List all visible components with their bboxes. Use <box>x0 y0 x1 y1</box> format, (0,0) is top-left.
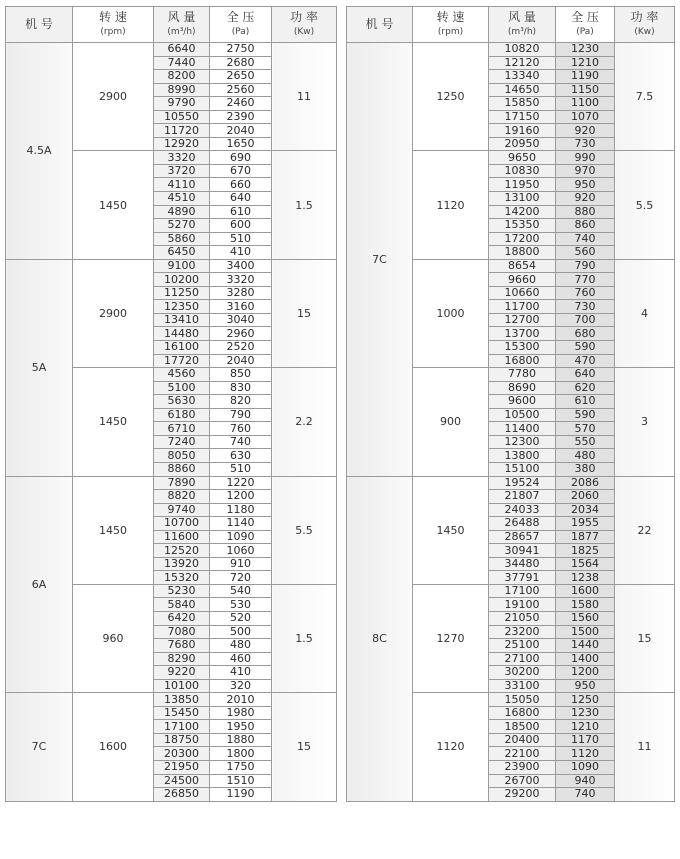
pressure-cell: 740 <box>210 435 272 449</box>
header-row <box>6 7 337 43</box>
model-cell: 6A <box>6 476 73 693</box>
model-cell: 7C <box>6 693 73 801</box>
flow-cell: 20300 <box>154 747 210 761</box>
flow-cell: 9650 <box>489 151 556 165</box>
pressure-cell: 790 <box>210 408 272 422</box>
flow-cell: 3720 <box>154 164 210 178</box>
flow-cell: 5860 <box>154 232 210 246</box>
pressure-cell: 970 <box>556 164 615 178</box>
pressure-cell: 380 <box>556 462 615 476</box>
power-cell: 4 <box>615 259 675 367</box>
flow-cell: 30941 <box>489 544 556 558</box>
power-cell: 5.5 <box>272 476 337 584</box>
power-cell: 11 <box>615 693 675 801</box>
header-speed: 转 速 (rpm) <box>73 7 154 43</box>
flow-cell: 8820 <box>154 490 210 504</box>
right-table-body <box>347 43 675 802</box>
pressure-cell: 1440 <box>556 639 615 653</box>
flow-cell: 12120 <box>489 56 556 70</box>
speed-cell: 900 <box>413 368 489 476</box>
header-pressure: 全 压 (Pa) <box>556 7 615 43</box>
flow-cell: 6710 <box>154 422 210 436</box>
pressure-cell: 620 <box>556 381 615 395</box>
pressure-cell: 1220 <box>210 476 272 490</box>
flow-cell: 9220 <box>154 666 210 680</box>
flow-cell: 11400 <box>489 422 556 436</box>
pressure-cell: 630 <box>210 449 272 463</box>
flow-cell: 12350 <box>154 300 210 314</box>
pressure-cell: 560 <box>556 246 615 260</box>
pressure-cell: 530 <box>210 598 272 612</box>
pressure-cell: 660 <box>210 178 272 192</box>
table-row <box>6 693 337 707</box>
flow-cell: 4560 <box>154 368 210 382</box>
speed-cell: 960 <box>73 584 154 692</box>
pressure-cell: 3160 <box>210 300 272 314</box>
pressure-cell: 3320 <box>210 273 272 287</box>
pressure-cell: 1560 <box>556 611 615 625</box>
flow-cell: 4110 <box>154 178 210 192</box>
flow-cell: 8860 <box>154 462 210 476</box>
pressure-cell: 2040 <box>210 354 272 368</box>
pressure-cell: 920 <box>556 192 615 206</box>
pressure-cell: 990 <box>556 151 615 165</box>
flow-cell: 17200 <box>489 232 556 246</box>
header-power: 功 率 (Kw) <box>272 7 337 43</box>
flow-cell: 23900 <box>489 760 556 774</box>
pressure-cell: 1250 <box>556 693 615 707</box>
pressure-cell: 2560 <box>210 83 272 97</box>
flow-cell: 5630 <box>154 395 210 409</box>
pressure-cell: 1210 <box>556 56 615 70</box>
pressure-cell: 880 <box>556 205 615 219</box>
flow-cell: 26488 <box>489 517 556 531</box>
pressure-cell: 860 <box>556 219 615 233</box>
pressure-cell: 1800 <box>210 747 272 761</box>
pressure-cell: 2520 <box>210 341 272 355</box>
speed-cell: 1120 <box>413 151 489 259</box>
pressure-cell: 520 <box>210 611 272 625</box>
header-row <box>347 7 675 43</box>
pressure-cell: 670 <box>210 164 272 178</box>
flow-cell: 10500 <box>489 408 556 422</box>
flow-cell: 14480 <box>154 327 210 341</box>
flow-cell: 15300 <box>489 341 556 355</box>
pressure-cell: 1140 <box>210 517 272 531</box>
flow-cell: 15450 <box>154 706 210 720</box>
pressure-cell: 570 <box>556 422 615 436</box>
pressure-cell: 550 <box>556 435 615 449</box>
pressure-cell: 640 <box>210 192 272 206</box>
pressure-cell: 1190 <box>210 788 272 802</box>
power-cell: 7.5 <box>615 43 675 151</box>
pressure-cell: 1200 <box>556 666 615 680</box>
flow-cell: 7080 <box>154 625 210 639</box>
flow-cell: 8654 <box>489 259 556 273</box>
pressure-cell: 920 <box>556 124 615 138</box>
speed-cell: 1450 <box>73 476 154 584</box>
flow-cell: 5230 <box>154 584 210 598</box>
pressure-cell: 720 <box>210 571 272 585</box>
pressure-cell: 2750 <box>210 43 272 57</box>
left-table-body <box>6 43 337 802</box>
pressure-cell: 2460 <box>210 97 272 111</box>
flow-cell: 5840 <box>154 598 210 612</box>
pressure-cell: 690 <box>210 151 272 165</box>
flow-cell: 4890 <box>154 205 210 219</box>
speed-cell: 1600 <box>73 693 154 801</box>
flow-cell: 6640 <box>154 43 210 57</box>
model-cell: 4.5A <box>6 43 73 260</box>
power-cell: 15 <box>272 693 337 801</box>
pressure-cell: 760 <box>556 286 615 300</box>
pressure-cell: 1060 <box>210 544 272 558</box>
flow-cell: 7890 <box>154 476 210 490</box>
flow-cell: 18800 <box>489 246 556 260</box>
flow-cell: 4510 <box>154 192 210 206</box>
power-cell: 5.5 <box>615 151 675 259</box>
power-cell: 2.2 <box>272 368 337 476</box>
pressure-cell: 740 <box>556 788 615 802</box>
pressure-cell: 1510 <box>210 774 272 788</box>
pressure-cell: 1500 <box>556 625 615 639</box>
model-cell: 8C <box>347 476 413 801</box>
flow-cell: 19160 <box>489 124 556 138</box>
pressure-cell: 1825 <box>556 544 615 558</box>
pressure-cell: 600 <box>210 219 272 233</box>
flow-cell: 17100 <box>489 584 556 598</box>
flow-cell: 9600 <box>489 395 556 409</box>
pressure-cell: 1580 <box>556 598 615 612</box>
flow-cell: 6180 <box>154 408 210 422</box>
flow-cell: 26850 <box>154 788 210 802</box>
speed-cell: 1120 <box>413 693 489 801</box>
flow-cell: 15100 <box>489 462 556 476</box>
pressure-cell: 410 <box>210 666 272 680</box>
flow-cell: 24033 <box>489 503 556 517</box>
flow-cell: 9790 <box>154 97 210 111</box>
pressure-cell: 730 <box>556 300 615 314</box>
left-spec-table <box>5 6 337 802</box>
flow-cell: 17150 <box>489 110 556 124</box>
flow-cell: 8200 <box>154 70 210 84</box>
flow-cell: 33100 <box>489 679 556 693</box>
flow-cell: 9660 <box>489 273 556 287</box>
flow-cell: 10100 <box>154 679 210 693</box>
pressure-cell: 950 <box>556 178 615 192</box>
pressure-cell: 610 <box>556 395 615 409</box>
flow-cell: 12920 <box>154 137 210 151</box>
flow-cell: 7780 <box>489 368 556 382</box>
flow-cell: 7680 <box>154 639 210 653</box>
pressure-cell: 820 <box>210 395 272 409</box>
flow-cell: 13340 <box>489 70 556 84</box>
power-cell: 11 <box>272 43 337 151</box>
speed-cell: 1450 <box>73 368 154 476</box>
header-model: 机 号 <box>6 7 73 43</box>
flow-cell: 10700 <box>154 517 210 531</box>
speed-cell: 1000 <box>413 259 489 367</box>
pressure-cell: 510 <box>210 232 272 246</box>
pressure-cell: 410 <box>210 246 272 260</box>
pressure-cell: 1955 <box>556 517 615 531</box>
header-flow: 风 量 (m³/h) <box>154 7 210 43</box>
header-pressure: 全 压 (Pa) <box>210 7 272 43</box>
pressure-cell: 790 <box>556 259 615 273</box>
pressure-cell: 460 <box>210 652 272 666</box>
speed-cell: 1450 <box>413 476 489 584</box>
pressure-cell: 1400 <box>556 652 615 666</box>
pressure-cell: 1150 <box>556 83 615 97</box>
flow-cell: 21050 <box>489 611 556 625</box>
flow-cell: 17100 <box>154 720 210 734</box>
pressure-cell: 700 <box>556 313 615 327</box>
flow-cell: 6420 <box>154 611 210 625</box>
flow-cell: 14650 <box>489 83 556 97</box>
flow-cell: 12520 <box>154 544 210 558</box>
flow-cell: 14200 <box>489 205 556 219</box>
pressure-cell: 1090 <box>556 760 615 774</box>
flow-cell: 21950 <box>154 760 210 774</box>
pressure-cell: 1180 <box>210 503 272 517</box>
model-cell: 5A <box>6 259 73 476</box>
pressure-cell: 2650 <box>210 70 272 84</box>
pressure-cell: 2390 <box>210 110 272 124</box>
right-spec-table <box>346 6 675 802</box>
flow-cell: 13100 <box>489 192 556 206</box>
speed-cell: 2900 <box>73 43 154 151</box>
header-speed: 转 速 (rpm) <box>413 7 489 43</box>
flow-cell: 29200 <box>489 788 556 802</box>
flow-cell: 15350 <box>489 219 556 233</box>
flow-cell: 37791 <box>489 571 556 585</box>
flow-cell: 18750 <box>154 733 210 747</box>
flow-cell: 8290 <box>154 652 210 666</box>
flow-cell: 10660 <box>489 286 556 300</box>
flow-cell: 16100 <box>154 341 210 355</box>
flow-cell: 34480 <box>489 557 556 571</box>
pressure-cell: 2086 <box>556 476 615 490</box>
pressure-cell: 1980 <box>210 706 272 720</box>
pressure-cell: 940 <box>556 774 615 788</box>
header-flow: 风 量 (m³/h) <box>489 7 556 43</box>
table-row <box>347 43 675 57</box>
flow-cell: 19524 <box>489 476 556 490</box>
model-cell: 7C <box>347 43 413 477</box>
flow-cell: 15050 <box>489 693 556 707</box>
pressure-cell: 590 <box>556 408 615 422</box>
pressure-cell: 1090 <box>210 530 272 544</box>
flow-cell: 5270 <box>154 219 210 233</box>
flow-cell: 9740 <box>154 503 210 517</box>
flow-cell: 20400 <box>489 733 556 747</box>
pressure-cell: 950 <box>556 679 615 693</box>
pressure-cell: 2040 <box>210 124 272 138</box>
flow-cell: 15850 <box>489 97 556 111</box>
flow-cell: 25100 <box>489 639 556 653</box>
flow-cell: 13920 <box>154 557 210 571</box>
pressure-cell: 3280 <box>210 286 272 300</box>
flow-cell: 17720 <box>154 354 210 368</box>
flow-cell: 21807 <box>489 490 556 504</box>
flow-cell: 7440 <box>154 56 210 70</box>
pressure-cell: 850 <box>210 368 272 382</box>
pressure-cell: 1120 <box>556 747 615 761</box>
table-row <box>6 476 337 490</box>
flow-cell: 10820 <box>489 43 556 57</box>
pressure-cell: 2034 <box>556 503 615 517</box>
flow-cell: 13800 <box>489 449 556 463</box>
pressure-cell: 2680 <box>210 56 272 70</box>
header-power: 功 率 (Kw) <box>615 7 675 43</box>
flow-cell: 6450 <box>154 246 210 260</box>
pressure-cell: 320 <box>210 679 272 693</box>
flow-cell: 16800 <box>489 706 556 720</box>
pressure-cell: 1564 <box>556 557 615 571</box>
flow-cell: 5100 <box>154 381 210 395</box>
pressure-cell: 590 <box>556 341 615 355</box>
flow-cell: 19100 <box>489 598 556 612</box>
flow-cell: 30200 <box>489 666 556 680</box>
pressure-cell: 3400 <box>210 259 272 273</box>
power-cell: 1.5 <box>272 584 337 692</box>
pressure-cell: 1230 <box>556 43 615 57</box>
flow-cell: 15320 <box>154 571 210 585</box>
flow-cell: 27100 <box>489 652 556 666</box>
pressure-cell: 680 <box>556 327 615 341</box>
pressure-cell: 540 <box>210 584 272 598</box>
flow-cell: 10830 <box>489 164 556 178</box>
flow-cell: 12700 <box>489 313 556 327</box>
flow-cell: 11600 <box>154 530 210 544</box>
pressure-cell: 2960 <box>210 327 272 341</box>
pressure-cell: 740 <box>556 232 615 246</box>
flow-cell: 20950 <box>489 137 556 151</box>
flow-cell: 24500 <box>154 774 210 788</box>
speed-cell: 2900 <box>73 259 154 367</box>
header-model: 机 号 <box>347 7 413 43</box>
pressure-cell: 470 <box>556 354 615 368</box>
pressure-cell: 1200 <box>210 490 272 504</box>
pressure-cell: 1070 <box>556 110 615 124</box>
flow-cell: 10550 <box>154 110 210 124</box>
pressure-cell: 2060 <box>556 490 615 504</box>
pressure-cell: 1210 <box>556 720 615 734</box>
pressure-cell: 1600 <box>556 584 615 598</box>
flow-cell: 12300 <box>489 435 556 449</box>
pressure-cell: 1230 <box>556 706 615 720</box>
pressure-cell: 1100 <box>556 97 615 111</box>
pressure-cell: 910 <box>210 557 272 571</box>
pressure-cell: 1238 <box>556 571 615 585</box>
pressure-cell: 480 <box>556 449 615 463</box>
pressure-cell: 610 <box>210 205 272 219</box>
power-cell: 15 <box>272 259 337 367</box>
flow-cell: 16800 <box>489 354 556 368</box>
flow-cell: 10200 <box>154 273 210 287</box>
power-cell: 3 <box>615 368 675 476</box>
power-cell: 1.5 <box>272 151 337 259</box>
pressure-cell: 1190 <box>556 70 615 84</box>
pressure-cell: 1877 <box>556 530 615 544</box>
table-row <box>347 476 675 490</box>
flow-cell: 11700 <box>489 300 556 314</box>
pressure-cell: 1650 <box>210 137 272 151</box>
pressure-cell: 2010 <box>210 693 272 707</box>
pressure-cell: 1880 <box>210 733 272 747</box>
pressure-cell: 730 <box>556 137 615 151</box>
flow-cell: 13700 <box>489 327 556 341</box>
pressure-cell: 830 <box>210 381 272 395</box>
flow-cell: 3320 <box>154 151 210 165</box>
power-cell: 22 <box>615 476 675 584</box>
flow-cell: 8690 <box>489 381 556 395</box>
speed-cell: 1450 <box>73 151 154 259</box>
flow-cell: 23200 <box>489 625 556 639</box>
flow-cell: 8050 <box>154 449 210 463</box>
power-cell: 15 <box>615 584 675 692</box>
flow-cell: 9100 <box>154 259 210 273</box>
flow-cell: 8990 <box>154 83 210 97</box>
pressure-cell: 510 <box>210 462 272 476</box>
pressure-cell: 770 <box>556 273 615 287</box>
pressure-cell: 1170 <box>556 733 615 747</box>
pressure-cell: 1750 <box>210 760 272 774</box>
table-row <box>6 43 337 57</box>
flow-cell: 22100 <box>489 747 556 761</box>
flow-cell: 11950 <box>489 178 556 192</box>
pressure-cell: 760 <box>210 422 272 436</box>
table-row <box>6 259 337 273</box>
speed-cell: 1270 <box>413 584 489 692</box>
pressure-cell: 500 <box>210 625 272 639</box>
flow-cell: 11250 <box>154 286 210 300</box>
flow-cell: 18500 <box>489 720 556 734</box>
flow-cell: 11720 <box>154 124 210 138</box>
pressure-cell: 480 <box>210 639 272 653</box>
flow-cell: 28657 <box>489 530 556 544</box>
flow-cell: 26700 <box>489 774 556 788</box>
flow-cell: 7240 <box>154 435 210 449</box>
flow-cell: 13850 <box>154 693 210 707</box>
flow-cell: 13410 <box>154 313 210 327</box>
pressure-cell: 1950 <box>210 720 272 734</box>
pressure-cell: 640 <box>556 368 615 382</box>
speed-cell: 1250 <box>413 43 489 151</box>
pressure-cell: 3040 <box>210 313 272 327</box>
